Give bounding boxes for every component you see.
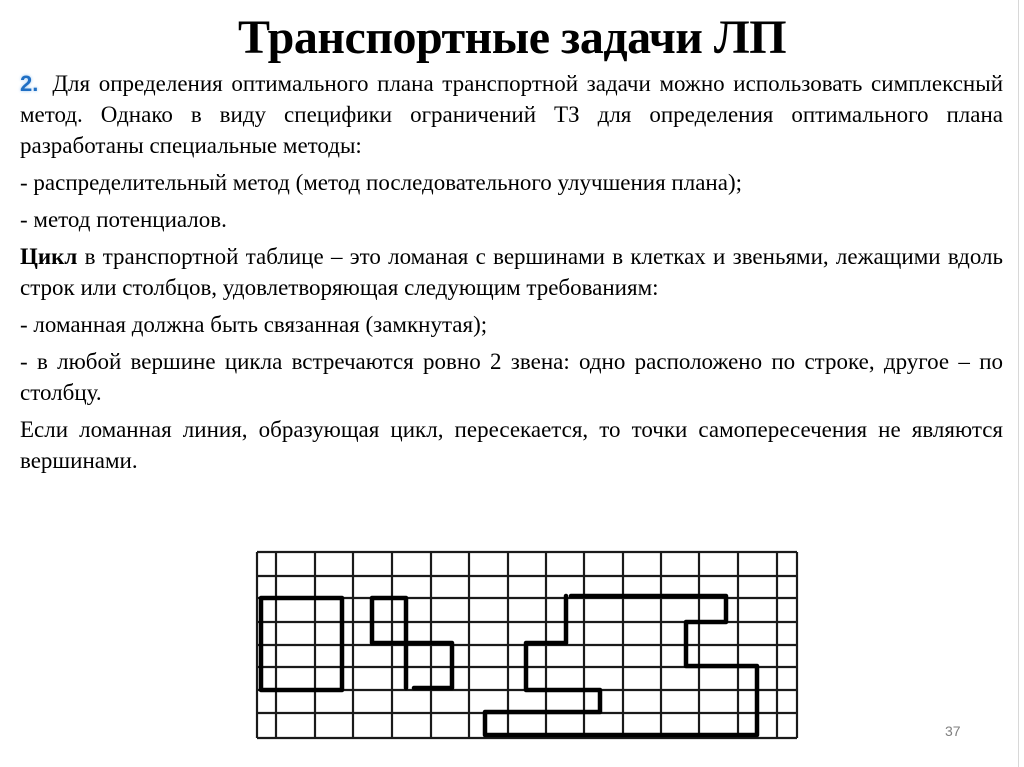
cycle-term: Цикл — [20, 244, 78, 269]
snake-cycle — [485, 596, 757, 735]
page-number: 37 — [945, 723, 961, 739]
slide-body — [20, 68, 1003, 482]
method-1: - распределительный метод (метод последовательного улучшения плана); — [20, 170, 742, 195]
item-number: 2. — [20, 71, 39, 96]
intro-paragraph — [20, 68, 1003, 161]
intro-text: Для определения оптимального плана транспортной задачи можно использовать симплексный метод. Однако в виду специфики ограничений ТЗ для определения оптимального плана разработаны специальные методы: — [20, 71, 1003, 158]
slide-title: Транспортные задачи ЛП — [237, 11, 787, 64]
slide-edge-divider — [1018, 0, 1019, 767]
self-intersection-note: Если ломанная линия, образующая цикл, пересекается, то точки самопересечения не являются вершинами. — [20, 417, 1003, 473]
requirement-2: - в любой вершине цикла встречаются ровно 2 звена: одно расположено по строке, другое – по столбцу. — [20, 349, 1003, 405]
cycle-grid-diagram — [250, 545, 810, 750]
requirement-1: - ломанная должна быть связанная (замкнутая); — [20, 312, 488, 337]
method-2: - метод потенциалов. — [20, 207, 227, 232]
cycle-definition — [20, 241, 1003, 303]
cycle-definition-text: в транспортной таблице – это ломаная с вершинами в клетках и звеньями, лежащими вдоль строк или столбцов, удовлетворяющая следующим требованиям: — [20, 244, 1003, 300]
crossing-cycle-a — [372, 598, 452, 688]
